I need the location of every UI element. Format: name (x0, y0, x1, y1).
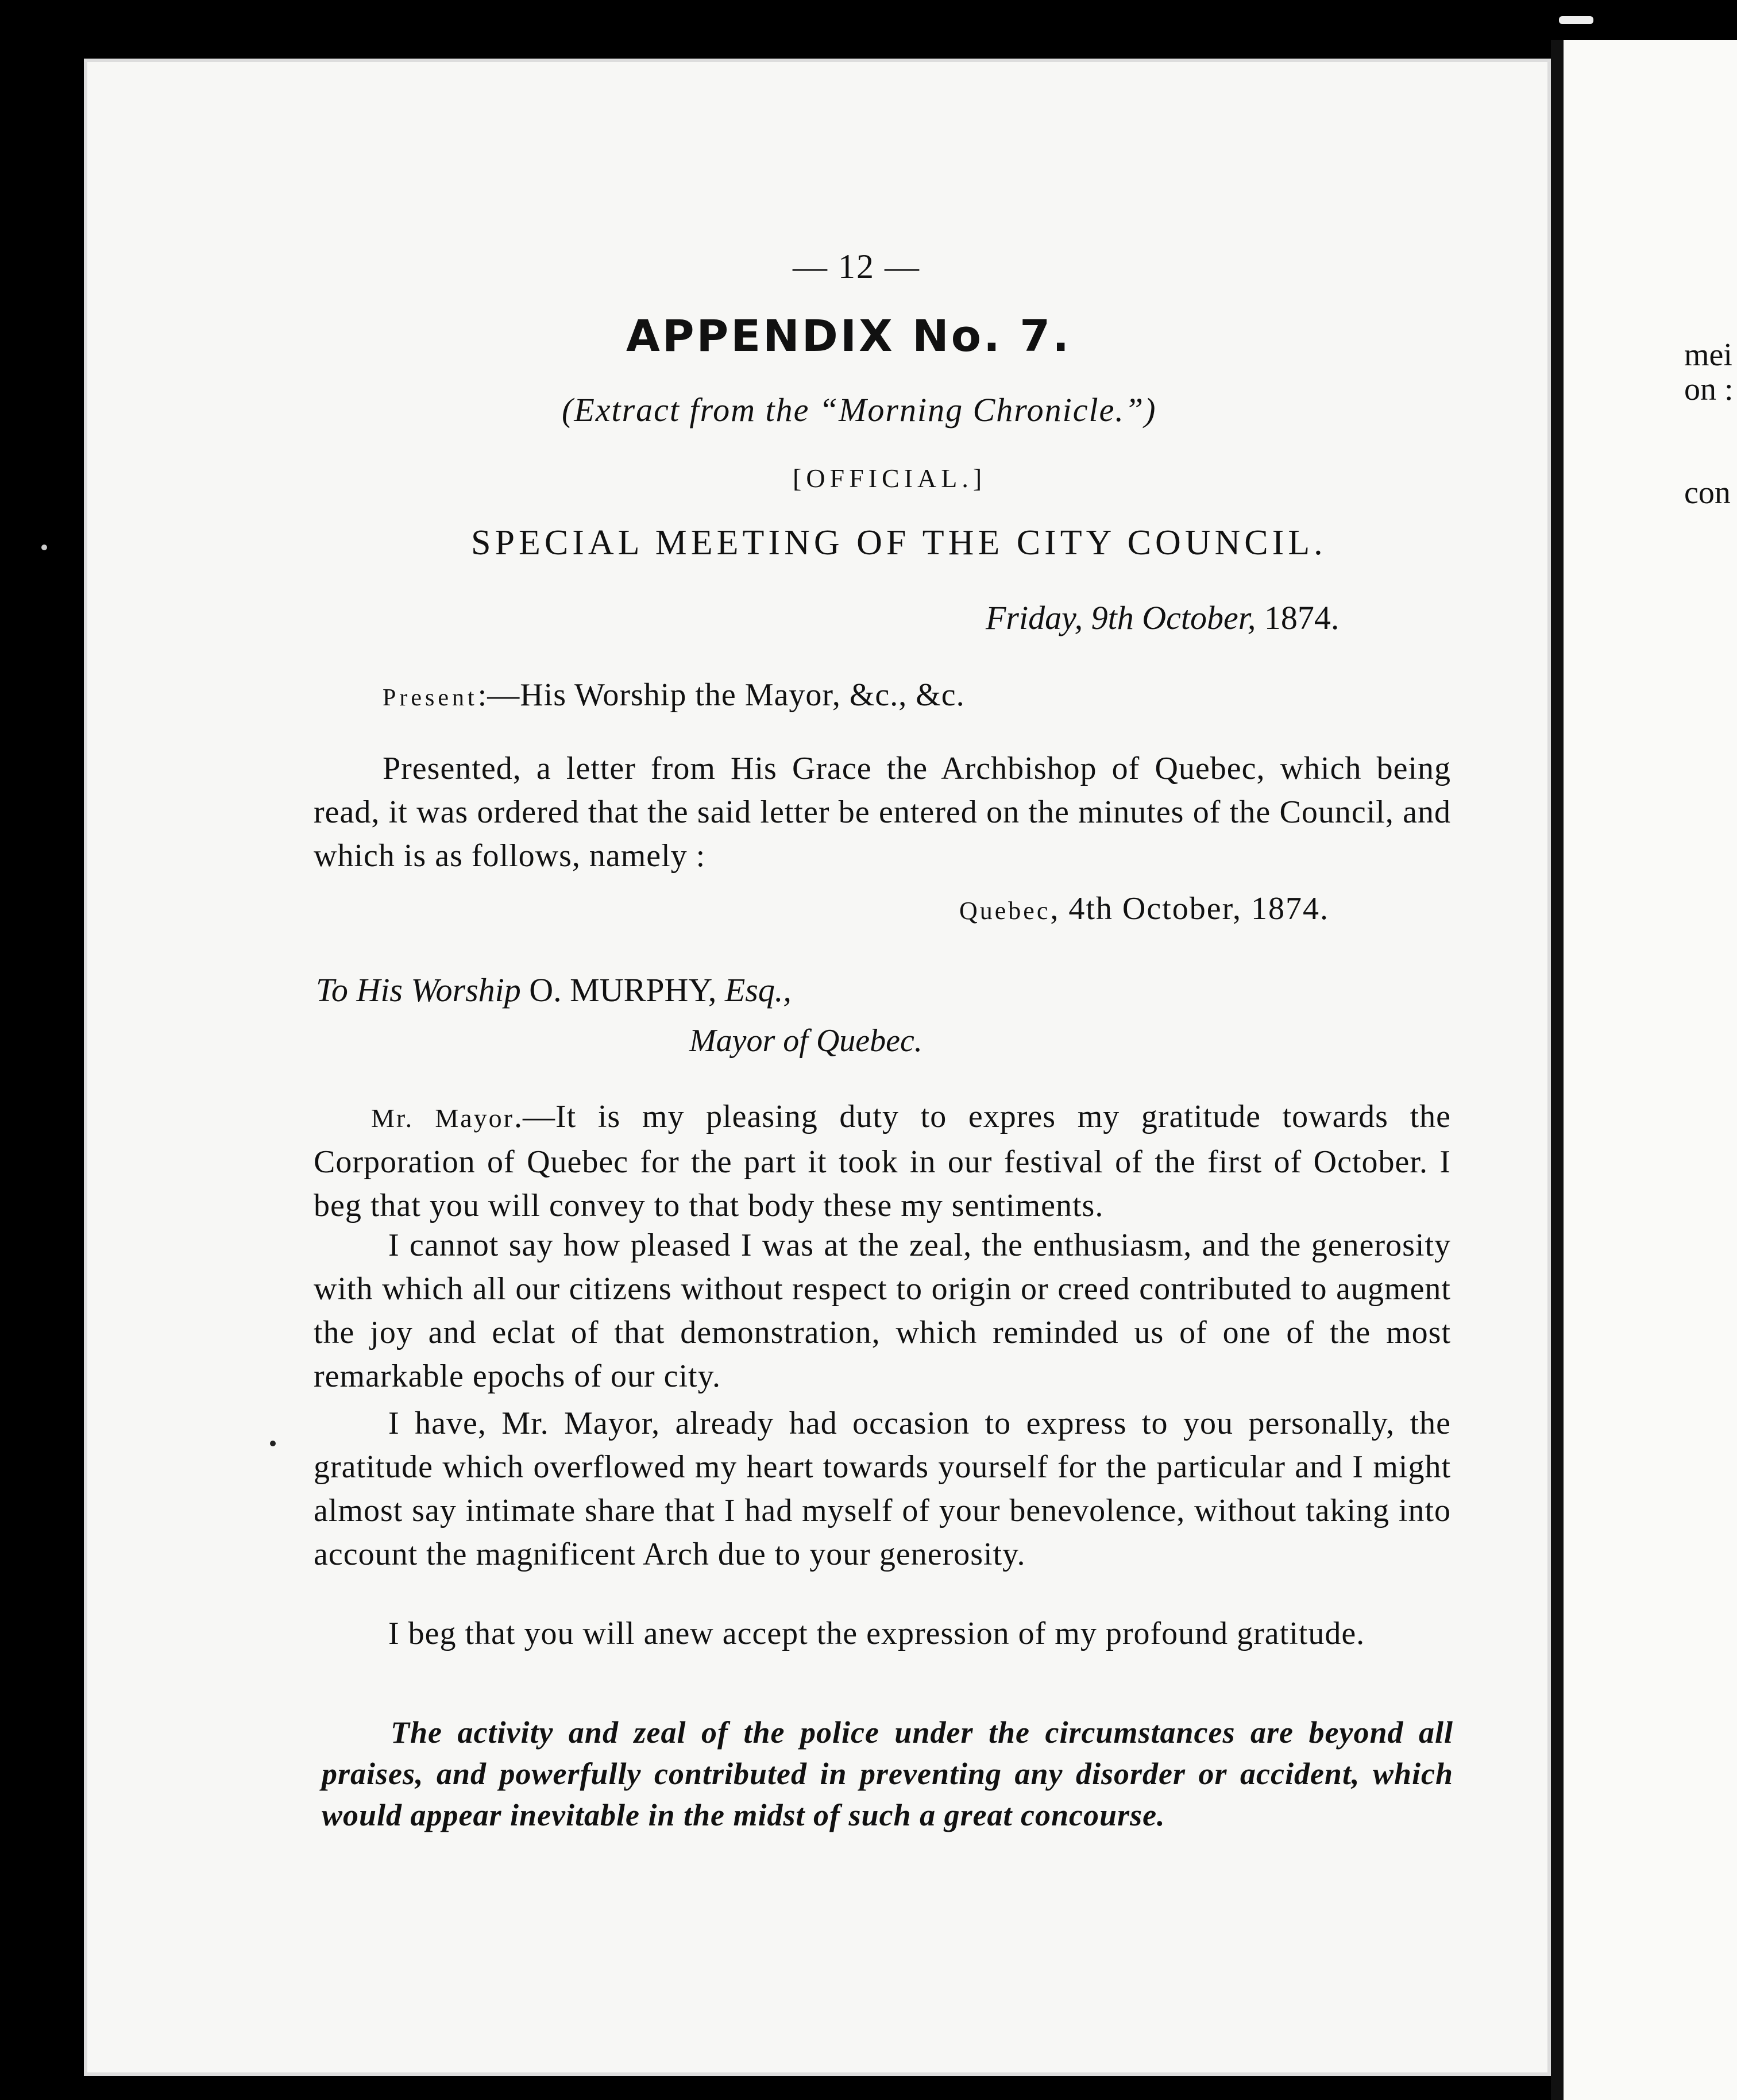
paragraph-gratitude (314, 1095, 1451, 1227)
addressee-office: Mayor of Quebec. (689, 1023, 922, 1059)
scan-speck (1559, 16, 1593, 24)
present-label: Present (383, 685, 478, 711)
facing-fragment: con (1684, 475, 1731, 511)
page-number: — 12 — (793, 248, 920, 285)
official-label: [OFFICIAL.] (793, 464, 987, 493)
addressee-title: To His Worship (316, 971, 521, 1009)
paragraph-gratitude-text: .—It is my pleasing duty to expres my gratitude towards the Corporation of Quebec for the part it took in our festival of the first of October. I beg that you will convey to that body these my sentiments. (314, 1099, 1452, 1223)
meeting-title: SPECIAL MEETING OF THE CITY COUNCIL. (471, 523, 1327, 562)
letter-place: Quebec (959, 897, 1051, 925)
paragraph-personal: I have, Mr. Mayor, already had occasion to express to you personally, the gratitude which overflowed my heart towards yourself for the particular and I might almost say intimate share that I had myself of your benevolence, without taking into account the magnificent Arch due to your generosity. (314, 1406, 1451, 1572)
facing-page (1564, 40, 1737, 2100)
scan-speck (270, 1441, 276, 1446)
addressee-esq: Esq., (724, 971, 792, 1009)
salutation: Mr. Mayor (371, 1103, 514, 1133)
letter-date-text: , 4th October, 1874. (1050, 891, 1330, 927)
letter-date (959, 890, 1329, 927)
present-line (383, 677, 965, 713)
paragraph-police: The activity and zeal of the police under the circumstances are beyond all praises, and powerfully contributed in preventing any disorder or accident, which would appear inevitable in the midst of such a great concourse. (322, 1715, 1453, 1832)
facing-fragment: mei (1684, 337, 1732, 373)
extract-note: (Extract from the “Morning Chronicle.”) (562, 391, 1157, 429)
facing-fragment: on : (1684, 372, 1734, 407)
meeting-date (986, 599, 1339, 637)
paragraph-presented: Presented, a letter from His Grace the Archbishop of Quebec, which being read, it was ordered that the said letter be entered on the minutes of the Council, and which is as follows, namely : (314, 751, 1451, 874)
addressee-name: O. MURPHY, (529, 971, 717, 1009)
addressee (316, 971, 792, 1009)
page-gutter (1551, 40, 1564, 2100)
meeting-date-year: 1874. (1264, 599, 1340, 636)
meeting-date-day: Friday, 9th October, (986, 599, 1256, 636)
scan-speck (41, 545, 47, 550)
paragraph-zeal: I cannot say how pleased I was at the zeal, the enthusiasm, and the generosity with which all our citizens without respect to origin or creed contributed to augment the joy and eclat of that demonstration, which reminded us of one of the most remarkable epochs of our city. (314, 1227, 1451, 1394)
paragraph-anew: I beg that you will anew accept the expression of my profound gratitude. (388, 1616, 1365, 1651)
present-text: :—His Worship the Mayor, &c., &c. (477, 677, 965, 713)
appendix-title: APPENDIX No. 7. (626, 310, 1072, 361)
